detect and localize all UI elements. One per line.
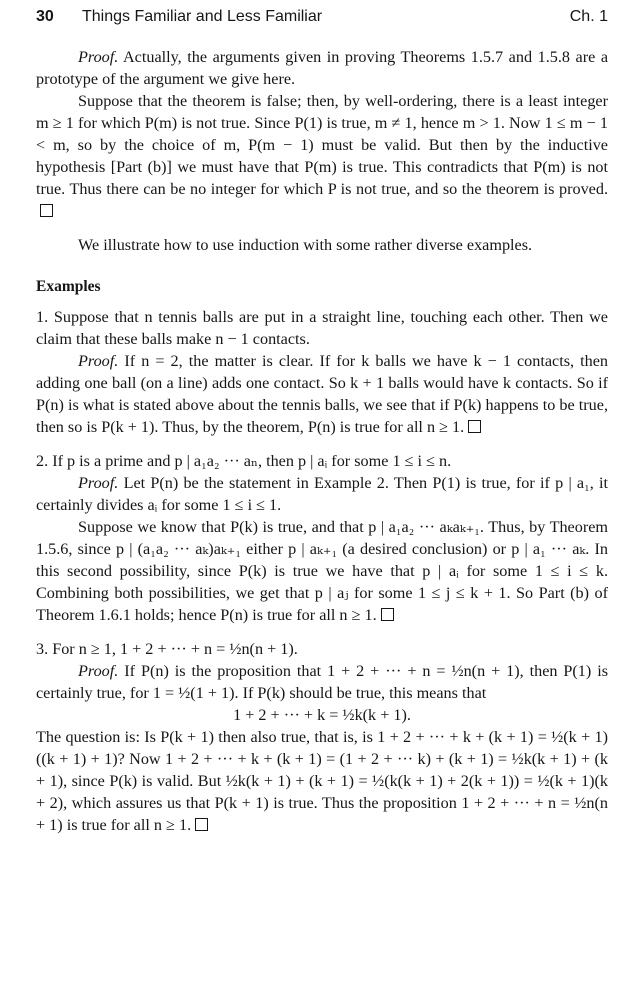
- proof-paragraph-1: [36, 46, 608, 90]
- example-2-proof-text: Let P(n) be the statement in Example 2. Then P(1) is true, for if p | a₁, it certainly divides aᵢ for some 1 ≤ i ≤ 1.: [36, 474, 609, 514]
- example-3-proof-continued: [36, 726, 608, 836]
- proof-label: Proof.: [78, 474, 119, 492]
- running-header: [36, 8, 608, 30]
- example-2-proof-text-2: Suppose we know that P(k) is true, and that p | a₁a₂ ··· aₖaₖ₊₁. Thus, by Theorem 1.5.6, since p | (a₁a₂ ··· aₖ)aₖ₊₁ either p | aₖ₊₁ (a desired conclusion) or p | a₁ ··· aₖ. In this second possibility, since P(k) is true we have that p | aᵢ for some 1 ≤ i ≤ k. Combining both possibilities, we get that p | aⱼ for some 1 ≤ j ≤ k + 1. So Part (b) of Theorem 1.6.1 holds; hence P(n) is true for all n ≥ 1.: [36, 518, 608, 624]
- chapter-label: Ch. 1: [569, 8, 608, 25]
- intro-paragraph: We illustrate how to use induction with some rather diverse examples.: [78, 236, 533, 254]
- proof-label: Proof.: [78, 662, 119, 680]
- running-title: Things Familiar and Less Familiar: [82, 8, 323, 25]
- qed-box-icon: [40, 204, 53, 217]
- example-1-proof-text: If n = 2, the matter is clear. If for k balls we have k − 1 contacts, then adding one ball (on a line) adds one contact. So k + 1 balls would have k contacts. So if P(n) is what is stated above about the tennis balls, we see that if P(k) happens to be true, then so is P(k + 1). Thus, by the theorem, P(n) is true for all n ≥ 1.: [36, 352, 609, 436]
- example-2-proof-continued: [36, 516, 608, 626]
- example-2-proof: [36, 472, 608, 516]
- proof-label: Proof.: [78, 48, 119, 66]
- page-body: [36, 46, 608, 836]
- qed-box-icon: [468, 420, 481, 433]
- proof-label: Proof.: [78, 352, 119, 370]
- example-2-statement: 2. If p is a prime and p | a₁a₂ ··· aₙ, then p | aᵢ for some 1 ≤ i ≤ n.: [36, 452, 452, 470]
- example-1-proof: [36, 350, 608, 438]
- qed-box-icon: [381, 608, 394, 621]
- proof-paragraph-2: [36, 90, 608, 222]
- display-equation: 1 + 2 + ··· + k = ½k(k + 1).: [233, 706, 411, 724]
- examples-heading: Examples: [36, 278, 101, 295]
- example-1-statement: 1. Suppose that n tennis balls are put in a straight line, touching each other. Then we claim that these balls make n − 1 contacts.: [36, 308, 608, 348]
- example-3-proof: [36, 660, 608, 704]
- example-3-proof-text: If P(n) is the proposition that 1 + 2 + ··· + n = ½n(n + 1), then P(1) is certainly true, for 1 = ½(1 + 1). If P(k) should be true, this means that: [36, 662, 608, 702]
- qed-box-icon: [195, 818, 208, 831]
- proof-text-2: Suppose that the theorem is false; then, by well-ordering, there is a least integer m ≥ 1 for which P(m) is not true. Since P(1) is true, m ≠ 1, hence m > 1. Now 1 ≤ m − 1 < m, so by the choice of m, P(m − 1) must be valid. But then by the inductive hypothesis [Part (b)] we must have that P(m) is true. This contradicts that P(m) is not true. Thus there can be no integer for which P is not true, and so the theorem is proved.: [36, 92, 608, 198]
- page-number: 30: [36, 8, 54, 25]
- example-3-proof-text-2: The question is: Is P(k + 1) then also true, that is, is 1 + 2 + ··· + k + (k + 1) = ½(k + 1)((k + 1) + 1)? Now 1 + 2 + ··· + k + (k + 1) = (1 + 2 + ··· k) + (k + 1) = ½k(k + 1) + (k + 1), since P(k) is valid. But ½k(k + 1) + (k + 1) = ½(k(k + 1) + 2(k + 1)) = ½(k + 1)(k + 2), which assures us that P(k + 1) is true. Thus the proposition 1 + 2 + ··· + n = ½n(n + 1) is true for all n ≥ 1.: [36, 728, 608, 834]
- example-3-statement: 3. For n ≥ 1, 1 + 2 + ··· + n = ½n(n + 1).: [36, 640, 298, 658]
- proof-text-1: Actually, the arguments given in proving Theorems 1.5.7 and 1.5.8 are a prototype of the argument we give here.: [36, 48, 609, 88]
